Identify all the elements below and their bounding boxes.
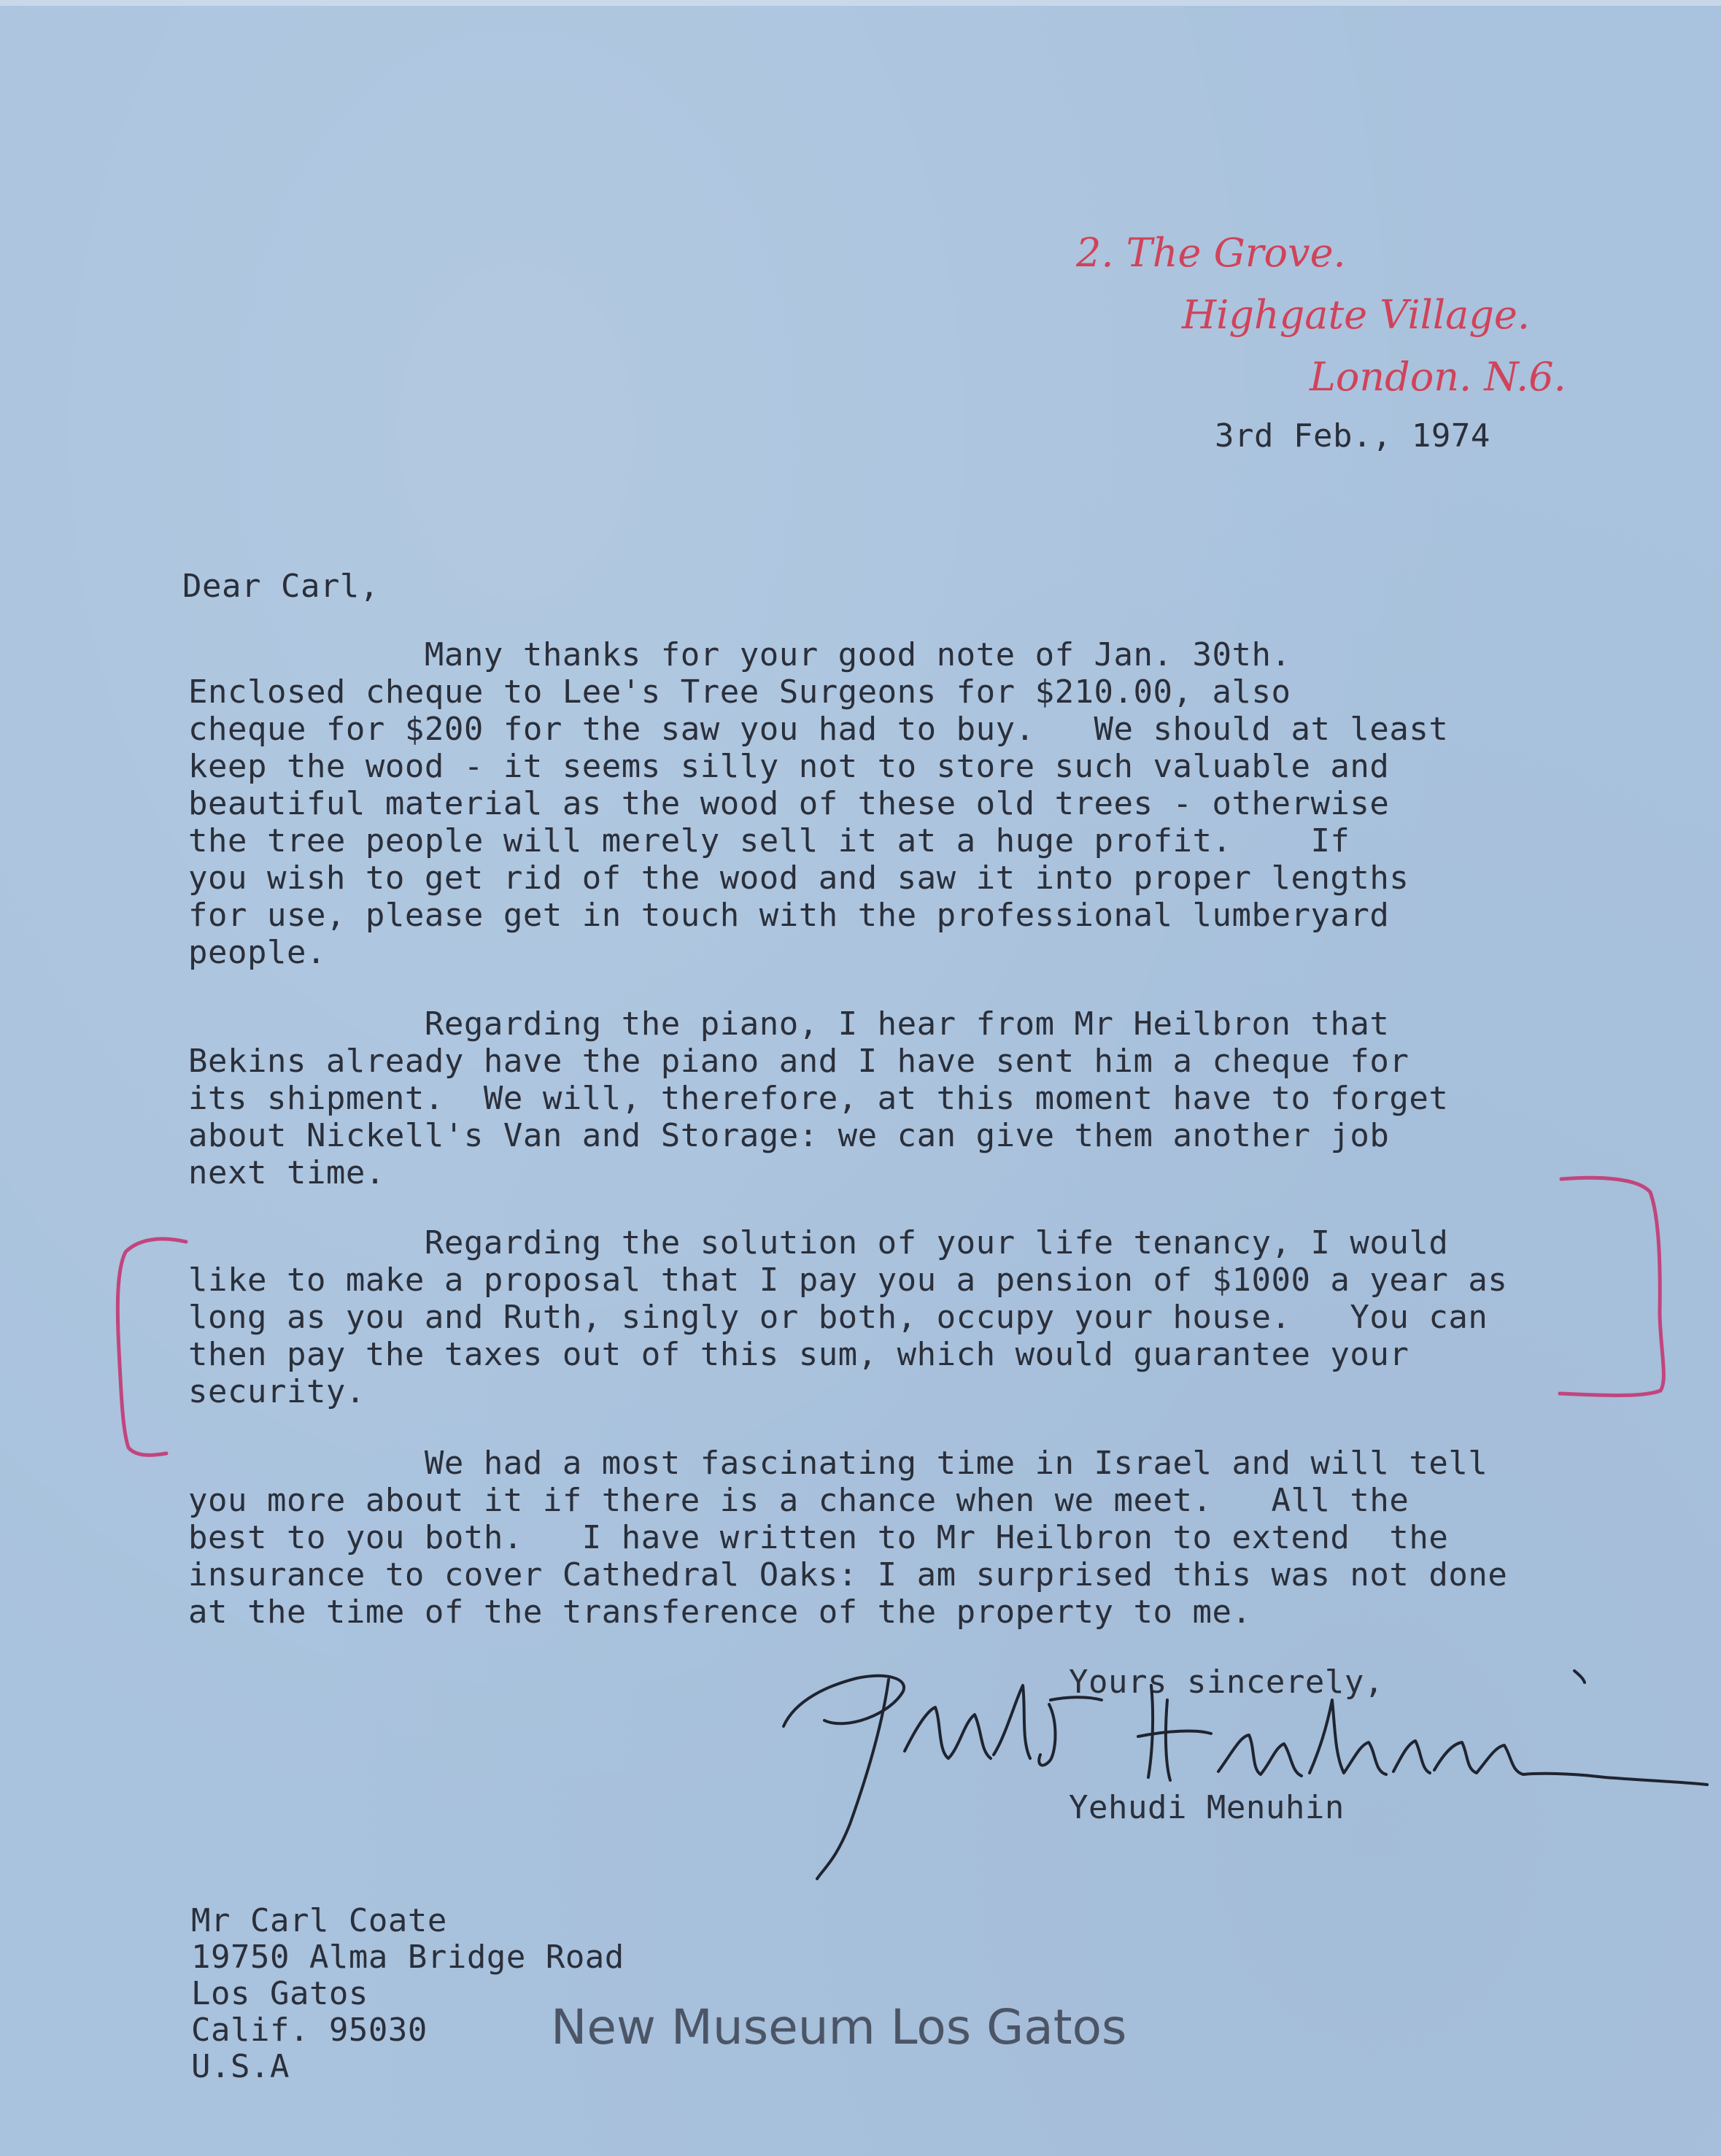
paragraph-line: Regarding the solution of your life tenancy, I would [188,1224,1449,1261]
paragraph-line: people. [188,934,326,971]
address-line: Mr Carl Coate [191,1902,447,1939]
paragraph-4 [188,1445,1507,1631]
letterhead-line-3: London. N.6. [1310,354,1566,400]
margin-bracket-right [1560,1178,1663,1395]
letterhead-line-2: Highgate Village. [1182,292,1531,338]
address-line: 19750 Alma Bridge Road [191,1939,624,1976]
paragraph-line: insurance to cover Cathedral Oaks: I am surprised this was not done [188,1556,1508,1593]
paragraph-line: Bekins already have the piano and I have sent him a cheque for [188,1043,1409,1080]
paragraph-line: cheque for $200 for the saw you had to buy. We should at least [188,711,1449,748]
paragraph-line: the tree people will merely sell it at a huge profit. If [188,822,1350,859]
paragraph-line: at the time of the transference of the property to me. [188,1593,1252,1631]
letterhead-address [1058,219,1612,409]
paragraph-line: then pay the taxes out of this sum, which would guarantee your [188,1336,1409,1373]
paragraph-line: about Nickell's Van and Storage: we can give them another job [188,1117,1390,1154]
paragraph-line: you wish to get rid of the wood and saw it into proper lengths [188,859,1409,897]
paragraph-line: best to you both. I have written to Mr Heilbron to extend the [188,1519,1449,1556]
salutation: Dear Carl, [182,568,379,605]
signatory-name: Yehudi Menuhin [1069,1789,1345,1826]
paragraph-line: Enclosed cheque to Lee's Tree Surgeons for $210.00, also [188,673,1291,711]
signature-mark [784,1671,1707,1879]
paragraph-line: you more about it if there is a chance when we meet. All the [188,1482,1409,1519]
address-line: Calif. 95030 [191,2012,428,2049]
letterhead-line-1: 2. The Grove. [1076,230,1346,276]
address-line: U.S.A [191,2048,290,2085]
paragraph-line: Many thanks for your good note of Jan. 30th. [188,636,1291,673]
paragraph-2 [188,1005,1448,1191]
recipient-address [191,1903,624,2085]
address-line: Los Gatos [191,1975,368,2012]
paragraph-line: Regarding the piano, I hear from Mr Heilbron that [188,1005,1390,1043]
margin-bracket-left [117,1239,186,1455]
paragraph-3 [188,1224,1507,1410]
closing: Yours sincerely, [1069,1664,1384,1701]
paragraph-line: next time. [188,1154,385,1191]
paragraph-line: security. [188,1373,366,1410]
paragraph-line: its shipment. We will, therefore, at this moment have to forget [188,1080,1449,1117]
paragraph-line: We had a most fascinating time in Israel and will tell [188,1445,1488,1482]
paragraph-line: like to make a proposal that I pay you a pension of $1000 a year as [188,1261,1508,1299]
paragraph-line: long as you and Ruth, singly or both, occupy your house. You can [188,1299,1488,1336]
paragraph-1 [188,636,1448,971]
paragraph-line: beautiful material as the wood of these old trees - otherwise [188,785,1390,822]
watermark: New Museum Los Gatos [551,1999,1127,2055]
paper-edge [0,0,1721,6]
letter-date: 3rd Feb., 1974 [1215,417,1490,455]
paragraph-line: keep the wood - it seems silly not to store such valuable and [188,748,1390,785]
paragraph-line: for use, please get in touch with the professional lumberyard [188,897,1390,934]
